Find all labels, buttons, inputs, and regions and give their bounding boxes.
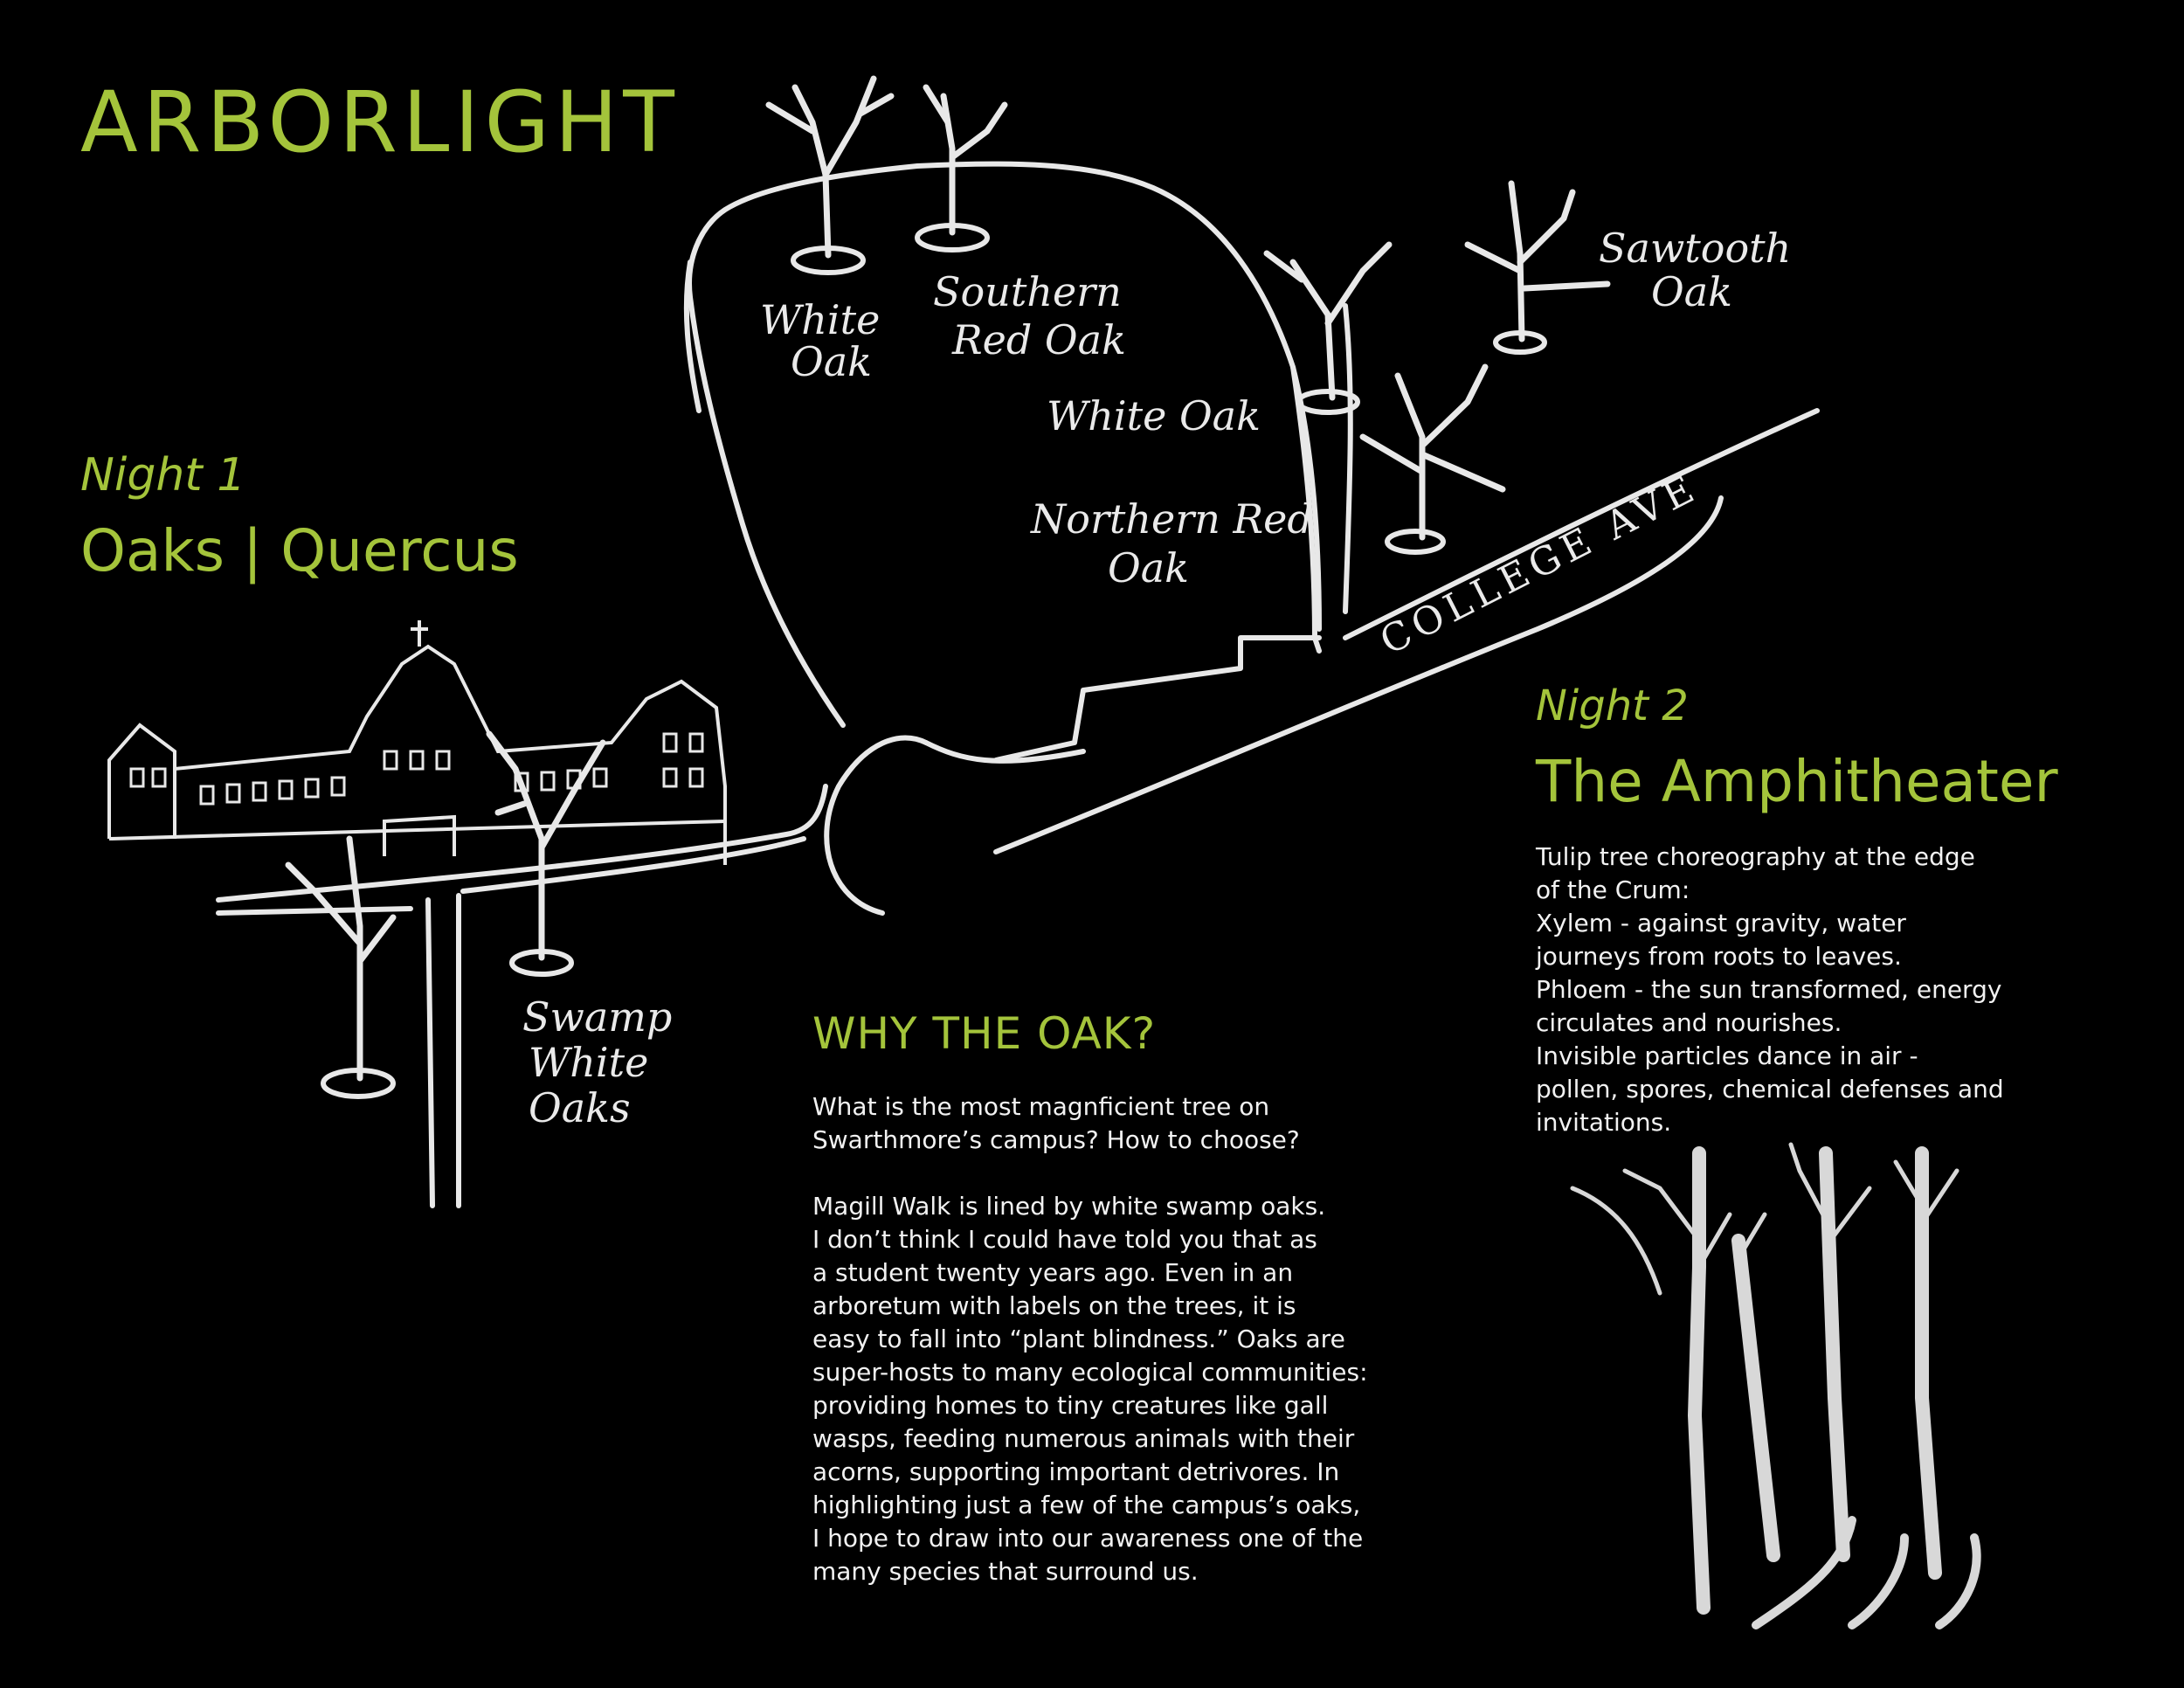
- night2-line: circulates and nourishes.: [1536, 1008, 1842, 1037]
- why-line-blank: [812, 1157, 1424, 1190]
- night2-title: The Amphitheater: [1536, 748, 2058, 815]
- map-label-northern-red-oak: Northern Red: [1031, 495, 1313, 543]
- night2-line: Xylem - against gravity, water: [1536, 909, 1906, 937]
- northern-red-oak-tree: [1363, 367, 1503, 537]
- why-line: arboretum with labels on the trees, it is: [812, 1291, 1296, 1320]
- map-label-swamp-white-oaks-b: White: [529, 1039, 649, 1086]
- night2-line: Phloem - the sun transformed, energy: [1536, 975, 2002, 1004]
- why-line: I hope to draw into our awareness one of the: [812, 1524, 1364, 1553]
- why-heading: WHY THE OAK?: [812, 1008, 1157, 1059]
- why-line: Swarthmore’s campus? How to choose?: [812, 1125, 1300, 1154]
- roundabout: [826, 737, 926, 913]
- map-label-sawtooth-oak-b: Oak: [1651, 268, 1733, 315]
- map-label-swamp-white-oaks: Swamp: [522, 993, 673, 1041]
- why-line: providing homes to tiny creatures like gall: [812, 1391, 1329, 1420]
- why-line: Magill Walk is lined by white swamp oaks.: [812, 1192, 1326, 1221]
- night2-line: Invisible particles dance in air -: [1536, 1041, 1918, 1070]
- night1-label: Night 1: [80, 449, 246, 502]
- night2-line: pollen, spores, chemical defenses and: [1536, 1075, 2004, 1103]
- map-label-sawtooth-oak: Sawtooth: [1599, 225, 1792, 272]
- why-line: a student twenty years ago. Even in an: [812, 1258, 1294, 1287]
- map-label-white-oak-1: White: [760, 296, 881, 343]
- white-oak-tree-1: [769, 79, 891, 255]
- map-label-white-oak-1b: Oak: [791, 338, 873, 385]
- southern-red-oak-tree: [926, 87, 1005, 232]
- map-label-white-oak-2: White Oak: [1047, 392, 1261, 439]
- why-line: wasps, feeding numerous animals with their: [812, 1424, 1355, 1453]
- amphitheater-outline: [996, 638, 1319, 760]
- white-oak-tree-2: [1267, 245, 1389, 398]
- night1-title: Oaks | Quercus: [80, 517, 519, 585]
- map-label-southern-red-oak: Southern: [933, 268, 1122, 315]
- tulip-trees-illustration: [1572, 1145, 1977, 1625]
- map-label-northern-red-oak-b: Oak: [1108, 544, 1190, 591]
- map-label-swamp-white-oaks-c: Oaks: [529, 1084, 631, 1131]
- why-body: [812, 1090, 1424, 1588]
- night2-line: invitations.: [1536, 1108, 1672, 1137]
- night2-line: Tulip tree choreography at the edge: [1536, 842, 1975, 871]
- why-line: super-hosts to many ecological communities:: [812, 1358, 1368, 1387]
- why-line: acorns, supporting important detrivores. In: [812, 1457, 1340, 1486]
- map-label-college-ave: COLLEGE AVE: [1372, 465, 1706, 664]
- parrish-hall-drawing: [109, 620, 725, 865]
- why-line: highlighting just a few of the campus’s oaks,: [812, 1491, 1361, 1519]
- why-line: many species that surround us.: [812, 1557, 1199, 1586]
- night2-label: Night 2: [1536, 681, 1689, 730]
- why-line: easy to fall into “plant blindness.” Oaks are: [812, 1325, 1345, 1353]
- sawtooth-oak-tree: [1468, 183, 1607, 339]
- why-line: I don’t think I could have told you that as: [812, 1225, 1317, 1254]
- magill-walk-lower: [218, 909, 411, 913]
- night2-description: [1536, 841, 2025, 1139]
- app-title: ARBORLIGHT: [80, 73, 680, 171]
- loop-path: [689, 164, 1319, 725]
- vertical-walk-left: [428, 900, 432, 1206]
- swamp-white-oak-tree-2: [288, 839, 393, 1078]
- night2-line: journeys from roots to leaves.: [1536, 942, 1902, 971]
- night2-line: of the Crum:: [1536, 875, 1690, 904]
- map-label-southern-red-oak-b: Red Oak: [952, 316, 1126, 363]
- why-line: What is the most magnficient tree on: [812, 1092, 1270, 1121]
- swamp-white-oak-tree-1: [489, 734, 603, 958]
